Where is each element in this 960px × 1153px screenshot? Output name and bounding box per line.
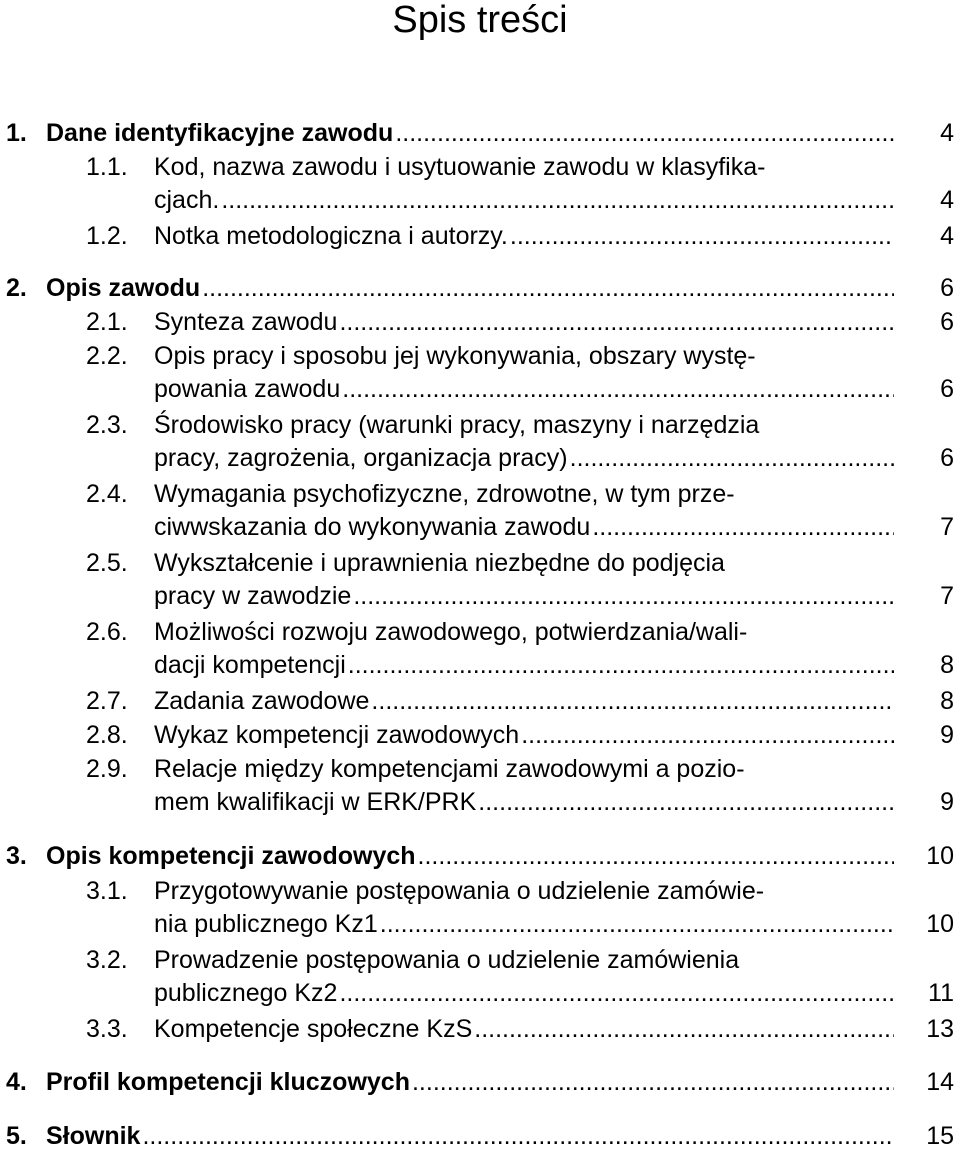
toc-entry[interactable] <box>86 547 896 613</box>
dot-leader <box>521 719 894 752</box>
toc-entry-number: 4. <box>6 1068 27 1096</box>
toc-page-number: 7 <box>940 513 954 541</box>
toc-entry-line <box>86 580 896 613</box>
toc-page-number: 9 <box>940 721 954 749</box>
toc-page-number: 4 <box>940 119 954 147</box>
dot-leader <box>474 1013 894 1046</box>
toc-entry-text: Prowadzenie postępowania o udzielenie zamówienia <box>154 946 740 974</box>
toc-entry-line <box>86 908 896 941</box>
dot-leader <box>412 1066 894 1099</box>
toc-entry[interactable] <box>86 151 896 217</box>
toc-entry-text: Kod, nazwa zawodu i usytuowanie zawodu w klasyfika- <box>154 153 766 181</box>
toc-entry-line <box>86 409 896 442</box>
dot-leader <box>510 220 894 253</box>
toc-entry-number: 2.4. <box>86 480 128 508</box>
toc-entry[interactable] <box>86 340 896 406</box>
toc-entry-text: Notka metodologiczna i autorzy. <box>154 222 508 250</box>
toc-entry-line <box>86 786 896 819</box>
toc-entry-line <box>86 875 896 908</box>
toc-entry-number: 2.3. <box>86 411 128 439</box>
toc-entry-line <box>86 977 896 1010</box>
dot-leader <box>418 840 894 873</box>
toc-entry-text: pracy, zagrożenia, organizacja pracy) <box>154 444 568 472</box>
toc-entry-line <box>86 649 896 682</box>
toc-page-number: 15 <box>926 1122 954 1150</box>
toc-entry-text: cjach. <box>154 186 220 214</box>
dot-leader <box>342 373 894 406</box>
toc-entry-text: Opis pracy i sposobu jej wykonywania, obszary wystę- <box>154 342 756 370</box>
toc-page-number: 6 <box>940 444 954 472</box>
dot-leader <box>371 685 894 718</box>
toc-entry[interactable] <box>86 719 896 752</box>
toc-entry[interactable] <box>86 220 896 253</box>
toc-entry-number: 3.2. <box>86 946 128 974</box>
dot-leader <box>478 786 894 819</box>
toc-entry-number: 2.1. <box>86 308 128 336</box>
dot-leader <box>592 511 894 544</box>
toc-entry-number: 3.1. <box>86 877 128 905</box>
toc-entry-text: Opis zawodu <box>46 274 201 302</box>
toc-entry-text: Możliwości rozwoju zawodowego, potwierdzania/wali- <box>154 618 748 646</box>
toc-entry-line <box>86 719 896 752</box>
toc-page-number: 6 <box>940 274 954 302</box>
toc-entry-line <box>86 373 896 406</box>
toc-entry-number: 1.2. <box>86 222 128 250</box>
toc-entry-line <box>86 151 896 184</box>
toc-entry[interactable] <box>6 1120 896 1153</box>
dot-leader <box>339 306 894 339</box>
dot-leader <box>142 1120 894 1153</box>
toc-entry-line <box>86 547 896 580</box>
toc-page-number: 13 <box>926 1015 954 1043</box>
toc-entry-number: 2.2. <box>86 342 128 370</box>
dot-leader <box>221 184 894 217</box>
toc-entry-text: dacji kompetencji <box>154 651 346 679</box>
toc-entry-text: Synteza zawodu <box>154 308 338 336</box>
toc-entry-number: 2.9. <box>86 755 128 783</box>
dot-leader <box>348 649 894 682</box>
page-title: Spis treści <box>392 0 568 41</box>
toc-entry-text: Wykształcenie i uprawnienia niezbędne do podjęcia <box>154 549 725 577</box>
toc-entry-number: 2. <box>6 274 27 302</box>
toc-entry-line <box>86 184 896 217</box>
toc-entry-text: ciwwskazania do wykonywania zawodu <box>154 513 591 541</box>
toc-entry-line <box>86 511 896 544</box>
toc-entry[interactable] <box>6 840 896 873</box>
toc-entry-line <box>86 306 896 339</box>
toc-entry[interactable] <box>6 117 896 150</box>
toc-page-number: 8 <box>940 687 954 715</box>
toc-page-number: 10 <box>926 842 954 870</box>
toc-entry[interactable] <box>86 875 896 941</box>
toc-page-number: 9 <box>940 788 954 816</box>
toc-entry-number: 2.6. <box>86 618 128 646</box>
dot-leader <box>339 977 894 1010</box>
toc-entry-line <box>86 616 896 649</box>
toc-entry-line <box>86 340 896 373</box>
toc-page-number: 4 <box>940 222 954 250</box>
toc-page-number: 14 <box>926 1068 954 1096</box>
toc-entry-text: Relacje między kompetencjami zawodowymi a pozio- <box>154 755 745 783</box>
toc-entry[interactable] <box>86 306 896 339</box>
dot-leader <box>202 272 894 305</box>
dot-leader <box>570 442 894 475</box>
toc-entry-line <box>6 840 896 873</box>
toc-entry-line <box>6 1066 896 1099</box>
toc-entry-text: nia publicznego Kz1 <box>154 910 378 938</box>
toc-entry-line <box>6 272 896 305</box>
toc-entry[interactable] <box>6 1066 896 1099</box>
toc-entry[interactable] <box>86 944 896 1010</box>
toc-entry-line <box>86 478 896 511</box>
toc-entry-text: powania zawodu <box>154 375 341 403</box>
toc-entry[interactable] <box>86 616 896 682</box>
toc-entry-text: Dane identyfikacyjne zawodu <box>46 119 394 147</box>
toc-page-number: 8 <box>940 651 954 679</box>
toc-entry-text: Kompetencje społeczne KzS <box>154 1015 473 1043</box>
toc-entry-text: publicznego Kz2 <box>154 979 338 1007</box>
toc-entry-text: mem kwalifikacji w ERK/PRK <box>154 788 477 816</box>
toc-page-number: 10 <box>926 910 954 938</box>
toc-entry-number: 5. <box>6 1122 27 1150</box>
toc-entry-number: 3. <box>6 842 27 870</box>
toc-page-number: 4 <box>940 186 954 214</box>
toc-entry-line <box>86 442 896 475</box>
toc-entry-text: Zadania zawodowe <box>154 687 370 715</box>
toc-entry-line <box>86 753 896 786</box>
toc-entry-number: 2.8. <box>86 721 128 749</box>
toc-entry-text: Środowisko pracy (warunki pracy, maszyny i narzędzia <box>154 411 760 439</box>
toc-entry-line <box>86 944 896 977</box>
toc-entry-text: Wymagania psychofizyczne, zdrowotne, w tym prze- <box>154 480 735 508</box>
dot-leader <box>380 908 894 941</box>
toc-entry-line <box>86 685 896 718</box>
toc-entry-text: Profil kompetencji kluczowych <box>46 1068 410 1096</box>
toc-entry[interactable] <box>86 685 896 718</box>
toc-entry-text: pracy w zawodzie <box>154 582 352 610</box>
toc-entry-number: 2.5. <box>86 549 128 577</box>
toc-entry-text: Przygotowywanie postępowania o udzielenie zamówie- <box>154 877 765 905</box>
toc-entry-text: Opis kompetencji zawodowych <box>46 842 416 870</box>
toc-entry[interactable] <box>86 753 896 819</box>
toc-entry-number: 1. <box>6 119 27 147</box>
toc-entry[interactable] <box>86 1013 896 1046</box>
toc-entry-text: Wykaz kompetencji zawodowych <box>154 721 520 749</box>
toc-entry-text: Słownik <box>46 1122 141 1150</box>
dot-leader <box>395 117 894 150</box>
toc-page-number: 7 <box>940 582 954 610</box>
toc-page-number: 6 <box>940 375 954 403</box>
toc-entry-line <box>6 1120 896 1153</box>
toc-entry[interactable] <box>86 409 896 475</box>
toc-page-number: 11 <box>928 979 954 1007</box>
toc-entry-line <box>6 117 896 150</box>
toc-entry[interactable] <box>86 478 896 544</box>
toc-entry-number: 1.1. <box>86 153 128 181</box>
toc-page-number: 6 <box>940 308 954 336</box>
toc-entry-line <box>86 1013 896 1046</box>
toc-entry[interactable] <box>6 272 896 305</box>
dot-leader <box>353 580 894 613</box>
toc-entry-number: 2.7. <box>86 687 128 715</box>
toc-entry-number: 3.3. <box>86 1015 128 1043</box>
toc-entry-line <box>86 220 896 253</box>
